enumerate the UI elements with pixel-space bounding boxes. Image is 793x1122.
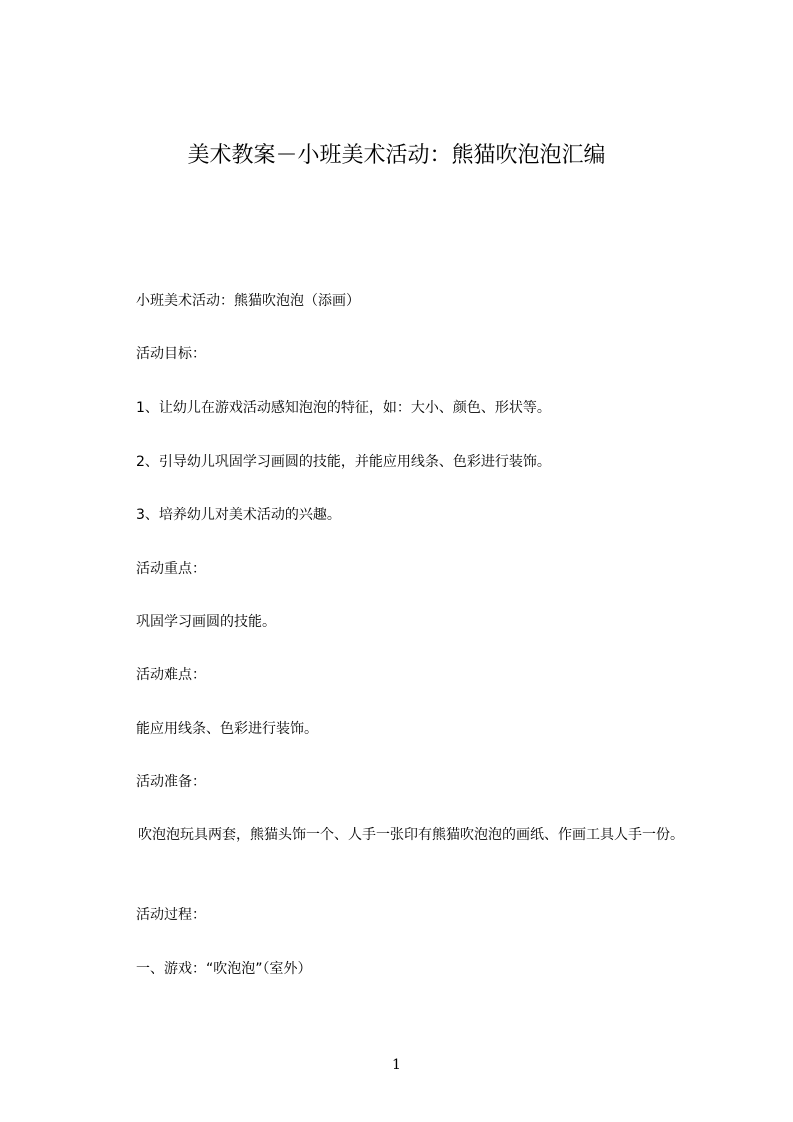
- paragraph-difficulty-heading: 活动难点：: [136, 667, 206, 683]
- paragraph-process-step-1: 一、游戏：“吹泡泡”（室外）: [136, 961, 312, 977]
- paragraph-process-heading: 活动过程：: [136, 907, 206, 923]
- paragraph-difficulty: 能应用线条、色彩进行装饰。: [136, 721, 318, 737]
- paragraph-key-point: 巩固学习画圆的技能。: [136, 614, 276, 630]
- paragraph-key-point-heading: 活动重点：: [136, 561, 206, 577]
- paragraph-goals-heading: 活动目标：: [136, 346, 206, 362]
- paragraph-goal-2: 2、引导幼儿巩固学习画圆的技能，并能应用线条、色彩进行装饰。: [136, 454, 551, 470]
- document-title: 美术教案－小班美术活动：熊猫吹泡泡汇编: [187, 143, 606, 168]
- paragraph-preparation: 吹泡泡玩具两套，熊猫头饰一个、人手一张印有熊猫吹泡泡的画纸、作画工具人手一份。: [138, 827, 684, 843]
- paragraph-goal-1: 1、让幼儿在游戏活动感知泡泡的特征，如：大小、颜色、形状等。: [136, 400, 551, 416]
- page-number: 1: [392, 1057, 401, 1073]
- paragraph-activity-name: 小班美术活动：熊猫吹泡泡（添画）: [136, 293, 360, 309]
- paragraph-preparation-heading: 活动准备：: [136, 774, 206, 790]
- paragraph-goal-3: 3、培养幼儿对美术活动的兴趣。: [136, 507, 341, 523]
